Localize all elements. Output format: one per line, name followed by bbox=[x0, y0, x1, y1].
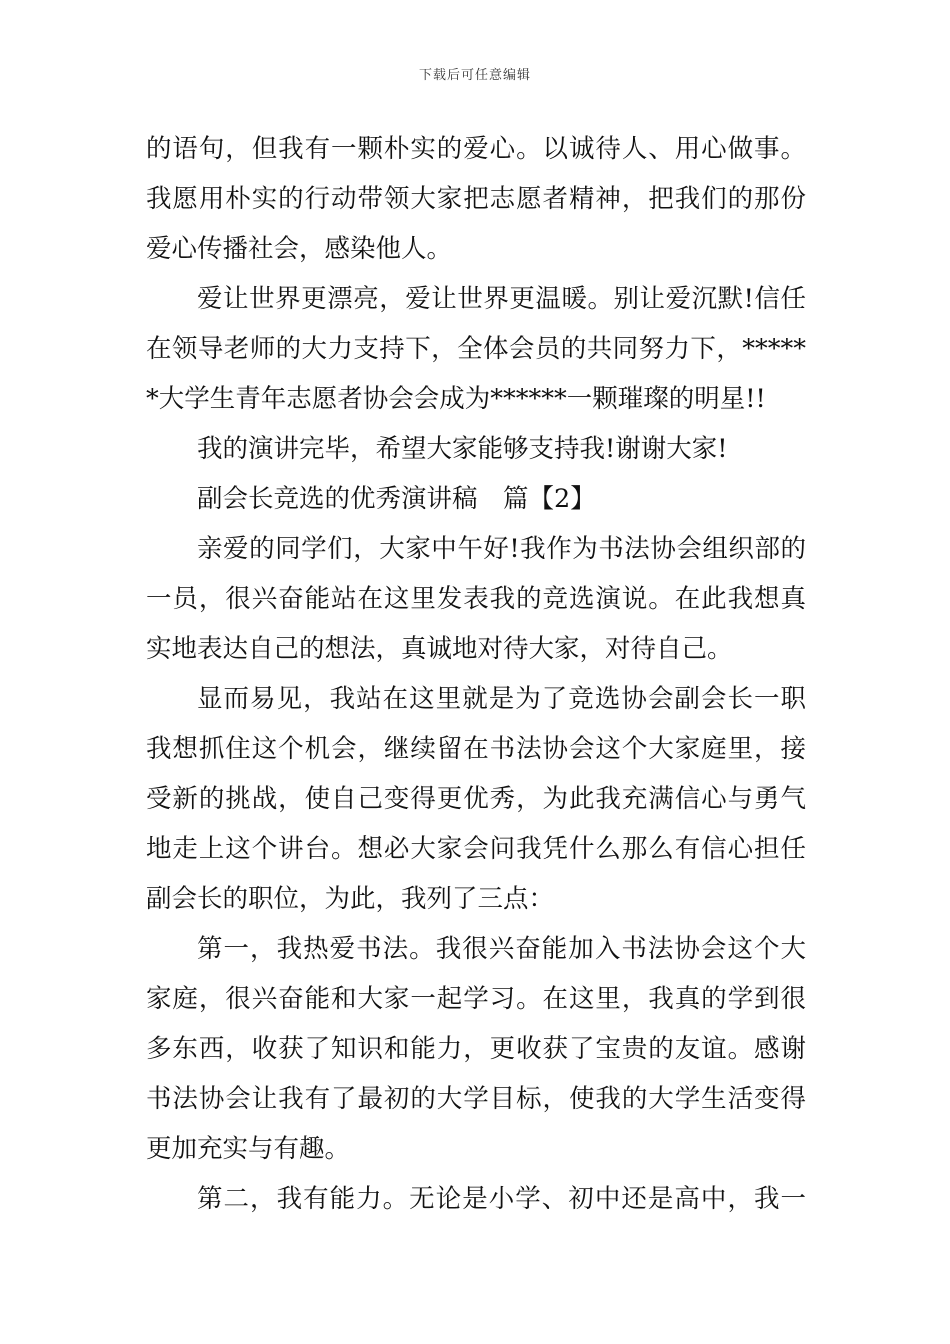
text-line: 显而易见，我站在这里就是为了竞选协会副会长一职 bbox=[197, 684, 806, 714]
text-line: 爱心传播社会，感染他人。 bbox=[146, 234, 453, 264]
text-line: 书法协会让我有了最初的大学目标，使我的大学生活变得 bbox=[146, 1084, 806, 1114]
text-line: 副会长竞选的优秀演讲稿 篇【2】 bbox=[197, 484, 596, 514]
page-header: 下载后可任意编辑 bbox=[418, 68, 531, 83]
text-line: 亲爱的同学们，大家中午好!我作为书法协会组织部的 bbox=[197, 534, 806, 564]
text-line: 一员，很兴奋能站在这里发表我的竞选演说。在此我想真 bbox=[146, 584, 806, 614]
text-line: 第一，我热爱书法。我很兴奋能加入书法协会这个大 bbox=[197, 934, 806, 964]
text-line: 爱让世界更漂亮，爱让世界更温暖。别让爱沉默!信任 bbox=[197, 284, 806, 314]
text-line: 的语句，但我有一颗朴实的爱心。以诚待人、用心做事。 bbox=[146, 134, 806, 164]
text-line: 地走上这个讲台。想必大家会问我凭什么那么有信心担任 bbox=[146, 834, 806, 864]
text-line: 我想抓住这个机会，继续留在书法协会这个大家庭里，接 bbox=[146, 734, 806, 764]
text-line: 多东西，收获了知识和能力，更收获了宝贵的友谊。感谢 bbox=[146, 1034, 806, 1064]
text-line: 更加充实与有趣。 bbox=[146, 1134, 351, 1164]
text-line: 家庭，很兴奋能和大家一起学习。在这里，我真的学到很 bbox=[146, 984, 806, 1014]
text-line: 副会长的职位，为此，我列了三点： bbox=[146, 884, 555, 914]
document-body bbox=[146, 124, 806, 1224]
text-line: 受新的挑战，使自己变得更优秀，为此我充满信心与勇气 bbox=[146, 784, 806, 814]
text-line: 在领导老师的大力支持下，全体会员的共同努力下，***** bbox=[146, 334, 806, 364]
text-line: 实地表达自己的想法，真诚地对待大家，对待自己。 bbox=[146, 634, 733, 664]
text-line: 第二，我有能力。无论是小学、初中还是高中，我一 bbox=[197, 1184, 806, 1214]
text-line: *大学生青年志愿者协会会成为******一颗璀璨的明星!! bbox=[146, 384, 766, 414]
text-line: 我的演讲完毕，希望大家能够支持我!谢谢大家! bbox=[197, 434, 728, 464]
text-line: 我愿用朴实的行动带领大家把志愿者精神，把我们的那份 bbox=[146, 184, 806, 214]
